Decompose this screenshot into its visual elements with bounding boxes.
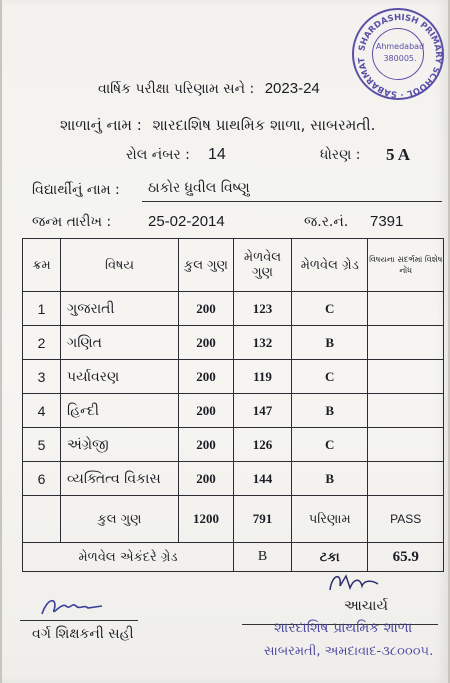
col-header-index: ક્રમ [23,239,61,292]
student-name: ઠાકોર ધ્રુવીલ વિષ્ણુ [148,180,250,196]
row-remarks [368,394,444,428]
row-remarks [368,428,444,462]
row-subject: હિન્દી [61,394,179,428]
row-index: 6 [23,462,61,496]
total-max: 1200 [178,496,233,543]
school-stamp [352,8,444,100]
percent-value: 65.9 [368,543,444,572]
col-header-grade: મેળવેલ ગ્રેડ [291,239,367,292]
row-subject: ગણિત [61,326,179,360]
row-subject: અંગ્રેજી [61,428,179,462]
row-obtained: 147 [234,394,292,428]
row-grade: B [291,326,367,360]
col-header-obtained: મેળવેલ ગુણ [234,239,292,292]
row-index: 1 [23,292,61,326]
stamp-pin: 380005. [383,54,417,63]
percent-label: ટકા [291,543,367,572]
roll-number: 14 [208,146,226,163]
row-remarks [368,462,444,496]
row-total: 200 [178,292,233,326]
total-obtained: 791 [234,496,292,543]
title-row [98,80,320,97]
total-row [23,496,444,543]
result-value: PASS [368,496,444,543]
overall-label: મેળવેલ એકંદરે ગ્રેડ [23,543,234,572]
table-header [23,239,444,292]
std-label: ધોરણ : [320,147,361,163]
row-grade: C [291,428,367,462]
table-row [23,292,444,326]
row-remarks [368,326,444,360]
title-label: વાર્ષિક પરીક્ષા પરિણામ સને : [98,81,255,97]
result-sheet [2,0,448,683]
roll-label: રોલ નંબર : [126,147,190,163]
total-label: કુલ ગુણ [61,496,179,543]
row-total: 200 [178,428,233,462]
row-obtained: 144 [234,462,292,496]
row-index: 2 [23,326,61,360]
teacher-signature [38,594,108,620]
result-label: પરિણામ [291,496,367,543]
gr-number: 7391 [370,213,404,230]
row-grade: C [291,292,367,326]
table-row [23,394,444,428]
overall-grade: B [234,543,292,572]
row-obtained: 119 [234,360,292,394]
row-obtained: 126 [234,428,292,462]
name-label: વિદ્યાર્થીનું નામ : [32,182,120,198]
principal-stamp-line2: સાબરમતી, અમદાવાદ-૩૮૦૦૦૫. [264,644,434,659]
school-name: શારદાશિષ પ્રાથમિક શાળા, સાબરમતી. [152,116,376,134]
dob-label: જન્મ તારીખ : [32,214,112,230]
row-remarks [368,360,444,394]
row-subject: વ્યક્તિત્વ વિકાસ [61,462,179,496]
principal-signature [324,568,384,596]
school-label: શાળાનું નામ : [60,116,142,134]
gr-label: જ.ર.નં. [304,214,349,230]
col-header-total: કુલ ગુણ [178,239,233,292]
row-total: 200 [178,394,233,428]
standard: 5 A [386,145,411,164]
row-obtained: 132 [234,326,292,360]
table-row [23,462,444,496]
row-index: 3 [23,360,61,394]
table-row [23,360,444,394]
row-obtained: 123 [234,292,292,326]
row-grade: B [291,462,367,496]
row-subject: પર્યાવરણ [61,360,179,394]
row-grade: C [291,360,367,394]
row-total: 200 [178,360,233,394]
row-index: 5 [23,428,61,462]
table-row [23,428,444,462]
row-remarks [368,292,444,326]
principal-stamp-line1: શારદાશિષ પ્રાથમિક શાળા [274,620,413,636]
col-header-subject: વિષય [61,239,179,292]
row-subject: ગુજરાતી [61,292,179,326]
teacher-sign-line [20,620,138,621]
svg-text:SHARDASHISH PRIMARY SCHOOL · S: SHARDASHISH PRIMARY SCHOOL · SABARMAT [356,12,444,100]
marks-table [22,238,444,572]
row-grade: B [291,394,367,428]
total-blank [23,496,61,543]
table-row [23,326,444,360]
stamp-city: Ahmedabad [375,42,425,51]
col-header-remarks: વિષયના સંદર્ભમાં વિશેષ નોંધ [368,239,444,292]
teacher-sign-label: વર્ગ શિક્ષકની સહી [32,626,134,642]
row-index: 4 [23,394,61,428]
date-of-birth: 25-02-2014 [148,213,225,230]
principal-label: આચાર્ય [344,598,388,614]
name-underline [142,201,442,202]
row-total: 200 [178,462,233,496]
row-total: 200 [178,326,233,360]
academic-year: 2023-24 [264,80,320,97]
school-row [60,116,375,134]
